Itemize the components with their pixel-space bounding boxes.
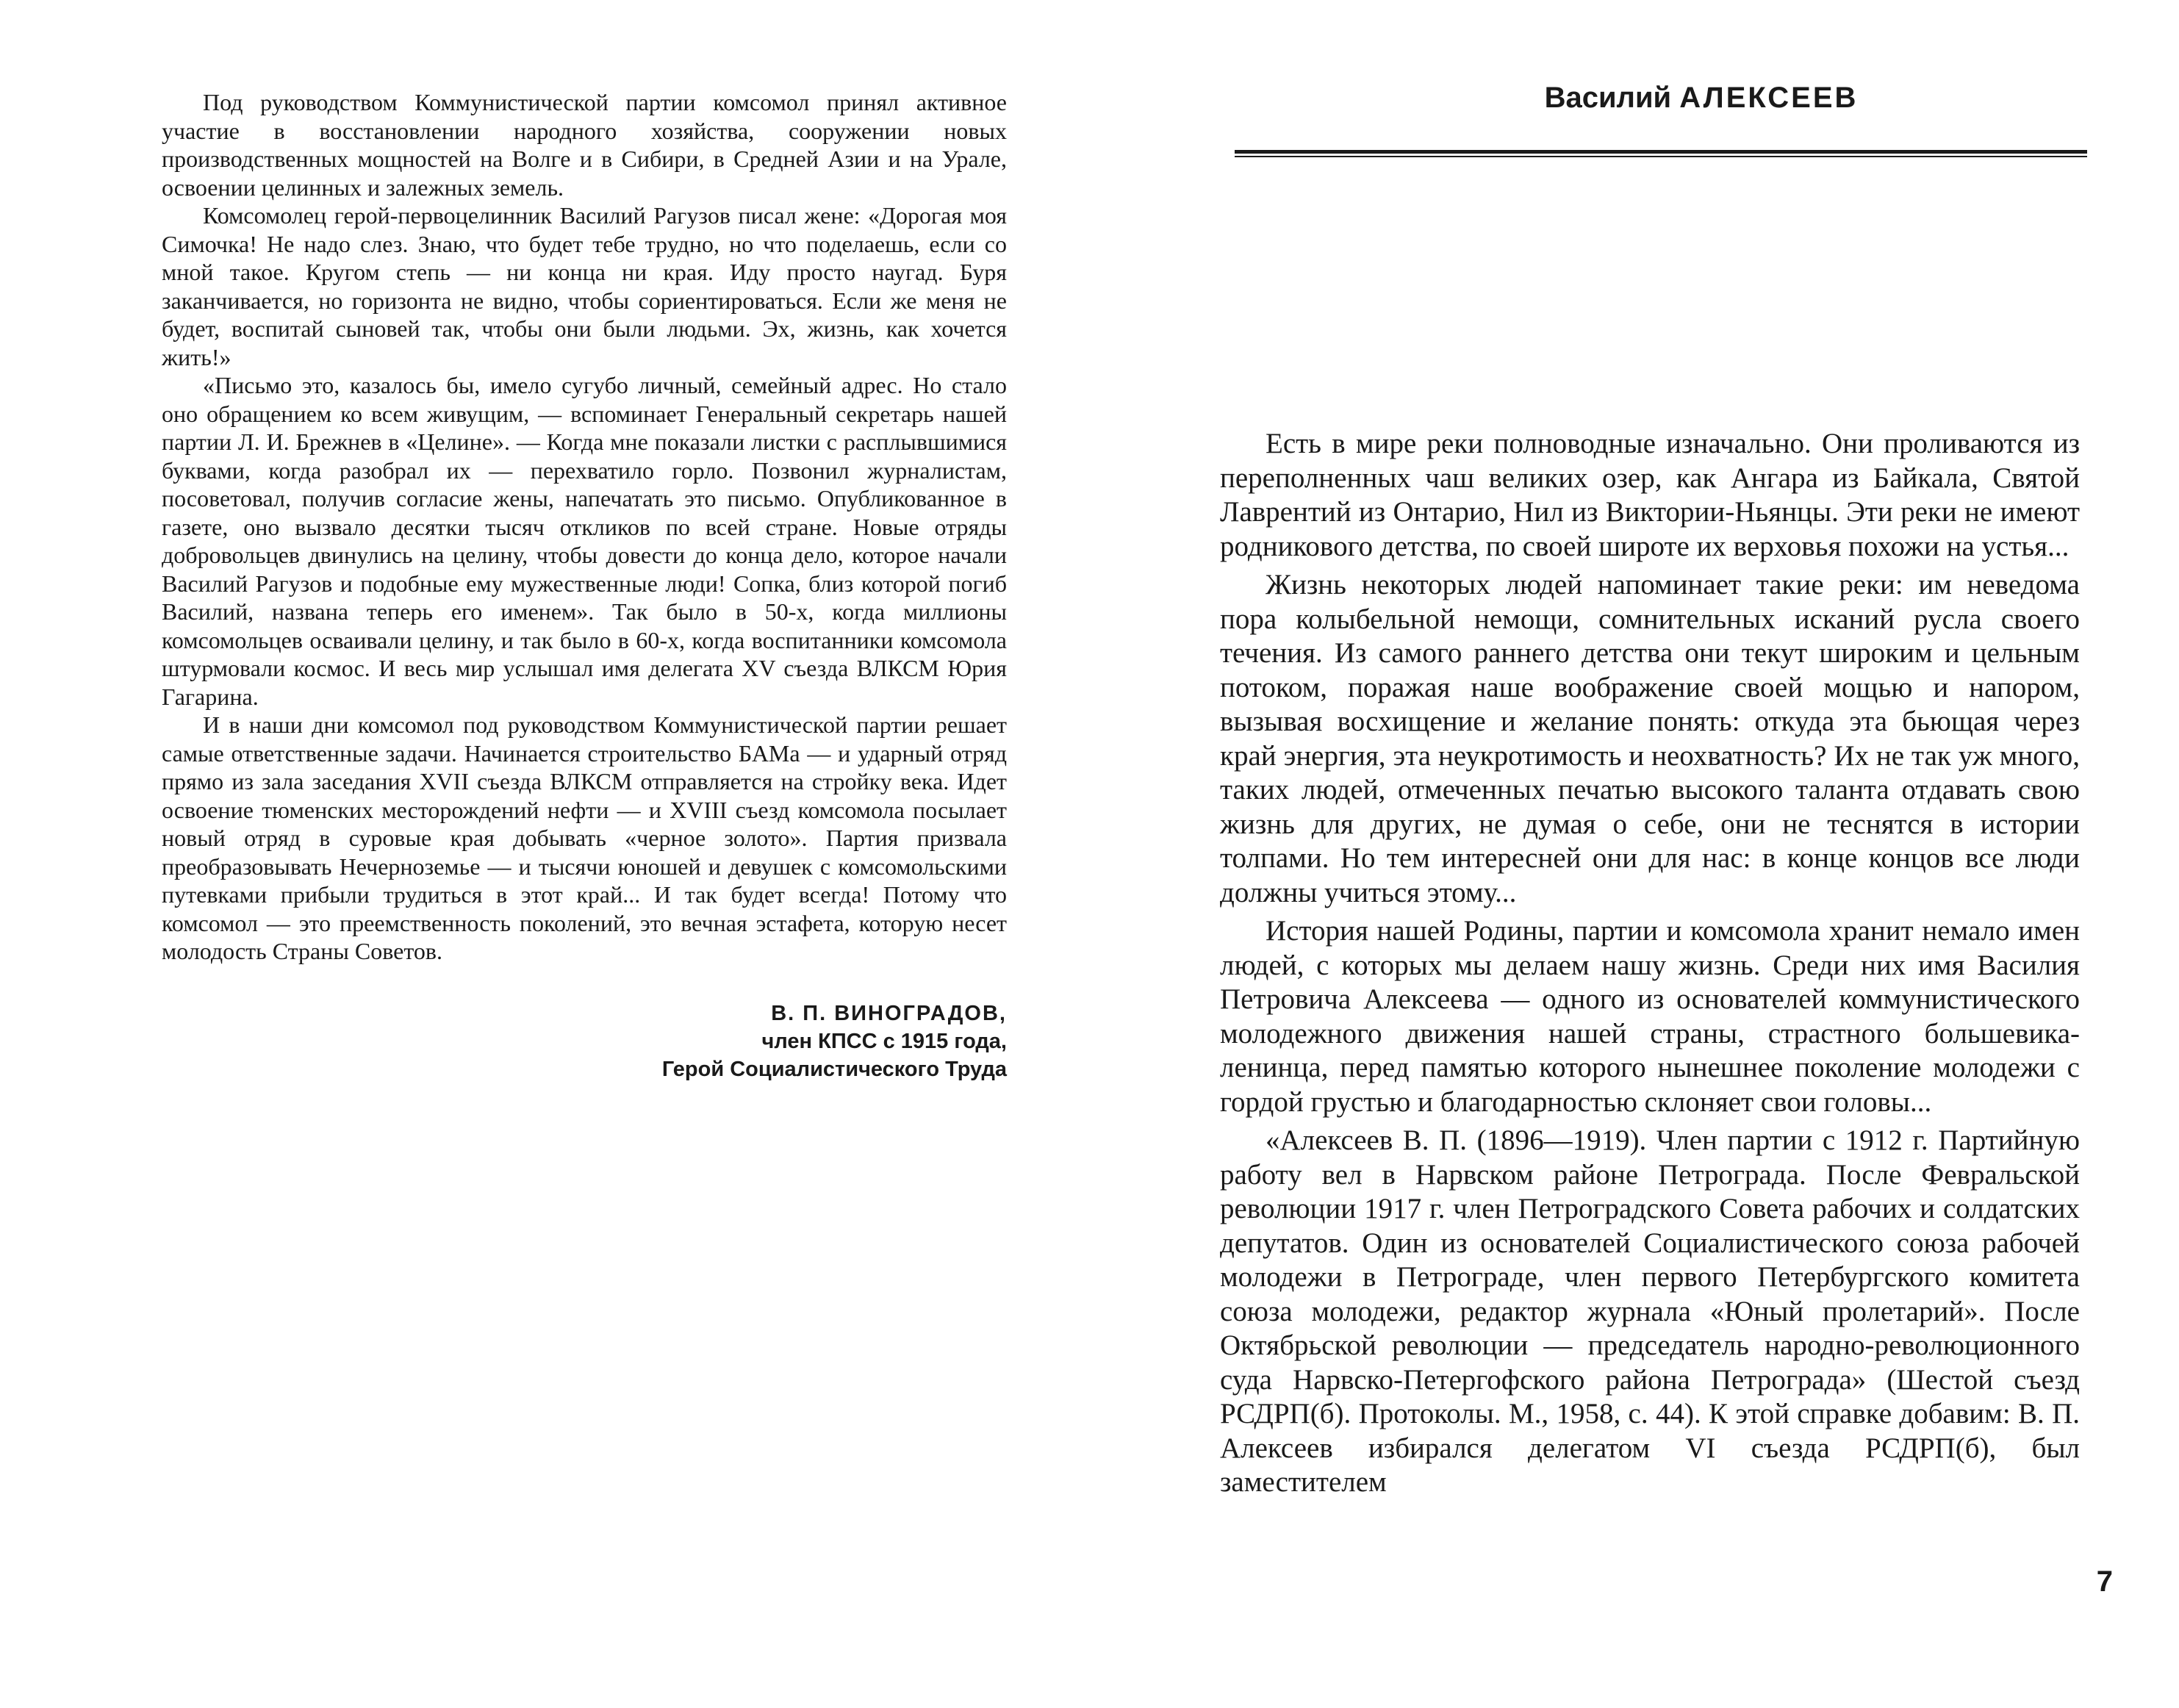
right-paragraph-2: Жизнь некоторых людей напоминает такие реки: им неведома пора колыбельной немощи, сомнительных исканий русла своего течения. Из самого раннего детства они текут широким и цельным потоком, поражая наше воображение своей мощью и напором, вызывая восхищение и желание понять: откуда эта бьющая через край энергия, эта неукротимость и неохватность? Их не так уж много, таких людей, отмеченных печатью высокого таланта отдавать свою жизнь для других, не думая о себе, они не теснятся в истории толпами. Но тем интересней они для нас: в конце концов все люди должны учиться этому...	[1220, 569, 2080, 908]
left-page	[162, 88, 1007, 1083]
right-paragraph-1: Есть в мире реки полноводные изначально. Они проливаются из переполненных чаш великих озер, как Ангара из Байкала, Святой Лаврентий из Онтарио, Нил из Виктории-Ньянцы. Эти реки не имеют родникового детства, по своей широте их верховья похожи на устья...	[1220, 428, 2080, 562]
right-page	[1220, 73, 2080, 1500]
signature-line-1: член КПСС с 1915 года,	[761, 1029, 1007, 1053]
right-paragraph-4: «Алексеев В. П. (1896—1919). Член партии с 1912 г. Партийную работу вел в Нарвском районе Петрограда. После Февральской революции 1917 г. член Петроградского Совета рабочих и солдатских депутатов. Один из основателей Социалистического союза рабочей молодежи в Петрограде, член первого Петербургского комитета союза молодежи, редактор журнала «Юный пролетарий». После Октябрьской революции — председатель народно-революционного суда Нарвско-Петергофского района Петрограда» (Шестой съезд РСДРП(б). Протоколы. М., 1958, с. 44). К этой справке добавим: В. П. Алексеев избирался делегатом VI съезда РСДРП(б), был заместителем	[1220, 1124, 2080, 1498]
left-paragraph-1: Под руководством Коммунистической партии комсомол принял активное участие в восстановлении народного хозяйства, сооружении новых производственных мощностей на Волге и в Сибири, в Средней Азии и на Урале, освоении целинных и залежных земель.	[162, 89, 1007, 201]
chapter-title-first-name: Василий	[1544, 82, 1672, 114]
page-number: 7	[2096, 1565, 2113, 1598]
right-paragraph-3: История нашей Родины, партии и комсомола хранит немало имен людей, с которых мы делаем нашу жизнь. Среди них имя Василия Петровича Алексеева — одного из основателей коммунистического молодежного движения нашей страны, страстного большевика-ленинца, перед памятью которого нынешнее поколение молодежи с гордой грустью и благодарностью склоняет свои головы...	[1220, 915, 2080, 1118]
chapter-title	[1220, 79, 2080, 116]
signature-line-2: Герой Социалистического Труда	[661, 1057, 1007, 1081]
right-body	[1220, 427, 2080, 1500]
title-rule	[1235, 150, 2087, 157]
author-signature	[162, 1000, 1007, 1083]
chapter-title-surname: АЛЕКСЕЕВ	[1679, 82, 1859, 114]
left-paragraph-2: Комсомолец герой-первоцелинник Василий Рагузов писал жене: «Дорогая моя Симочка! Не надо слез. Знаю, что будет тебе трудно, но что поделаешь, если со мной такое. Кругом степь — ни конца ни края. Иду просто наугад. Буря заканчивается, но горизонта не видно, чтобы сориентироваться. Если же меня не будет, воспитай сыновей так, чтобы они были людьми. Эх, жизнь, как хочется жить!»	[162, 202, 1007, 370]
left-paragraph-3: «Письмо это, казалось бы, имело сугубо личный, семейный адрес. Но стало оно обращением ко всем живущим, — вспоминает Генеральный секретарь нашей партии Л. И. Брежнев в «Целине». — Когда мне показали листки с расплывшимися буквами, когда разобрал их — перехватило горло. Позвонил журналистам, посоветовал, получив согласие жены, напечатать это письмо. Опубликованное в газете, оно вызвало десятки тысяч откликов по всей стране. Новые отряды добровольцев двинулись на целину, чтобы довести до конца дело, которое начали Василий Рагузов и подобные ему мужественные люди! Сопка, близ которой погиб Василий, названа теперь его именем». Так было в 50-х, когда миллионы комсомольцев осваивали целину, и так было в 60-х, когда воспитанники комсомола штурмовали космос. И весь мир услышал имя делегата XV съезда ВЛКСМ Юрия Гагарина.	[162, 372, 1007, 710]
left-paragraph-4: И в наши дни комсомол под руководством Коммунистической партии решает самые ответственные задачи. Начинается строительство БАМа — и ударный отряд прямо из зала заседания XVII съезда ВЛКСМ отправляется на стройку века. Идет освоение тюменских месторождений нефти — и XVIII съезд комсомола посылает новый отряд в суровые края добывать «черное золото». Партия призвала преобразовывать Нечерноземье — и тысячи юношей и девушек с комсомольскими путевками прибыли трудиться в этот край... И так будет всегда! Потому что комсомол — это преемственность поколений, это вечная эстафета, которую несет молодость Страны Советов.	[162, 711, 1007, 964]
signature-name: В. П. ВИНОГРАДОВ,	[771, 1001, 1007, 1025]
